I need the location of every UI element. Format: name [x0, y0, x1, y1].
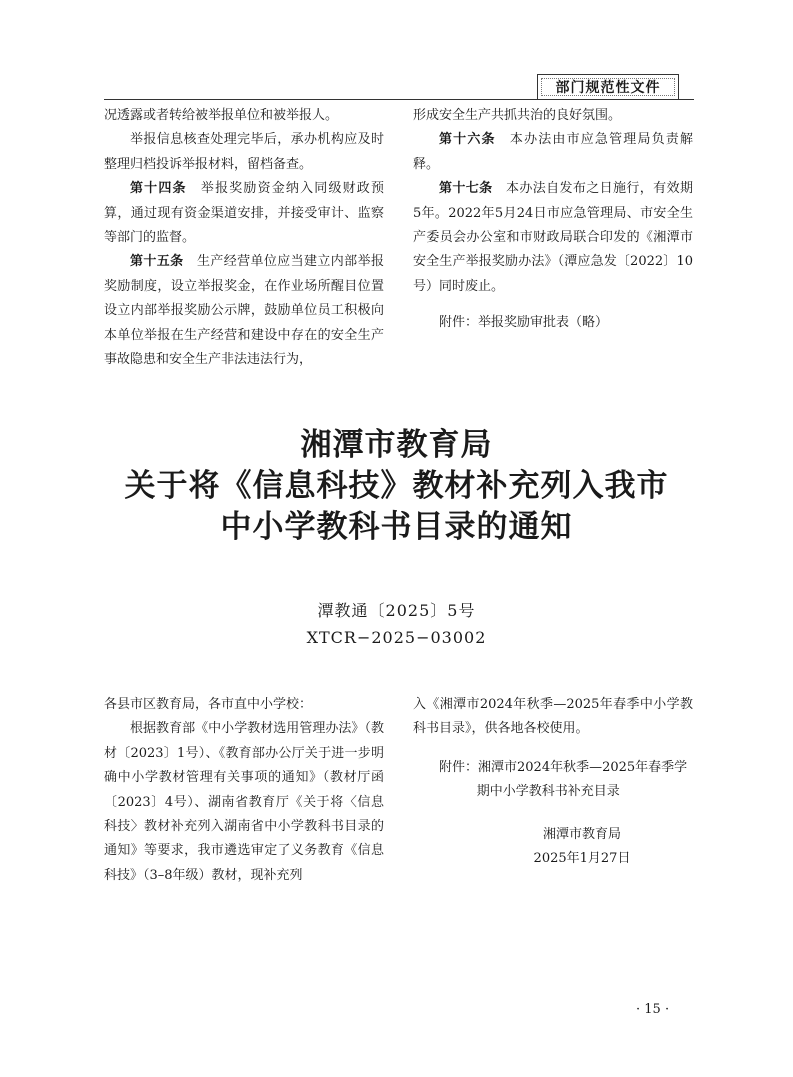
- document-number: 潭教通〔2025〕5号: [317, 601, 476, 620]
- header-rule: [104, 99, 694, 100]
- signature-block: [413, 823, 693, 872]
- notice-left-column: [104, 693, 384, 888]
- page-number: · 15 ·: [636, 1002, 670, 1017]
- article-text: 本办法由市应急管理局负责解释。: [413, 132, 693, 172]
- article-lead: 第十四条: [130, 181, 187, 197]
- article-15: [104, 250, 384, 372]
- attachment-line: 附件：湘潭市2024年秋季—2025年春季学: [439, 759, 688, 775]
- paragraph: 况透露或者转给被举报单位和被举报人。: [104, 108, 339, 123]
- issuer: 湘潭市教育局: [542, 826, 621, 842]
- notice-title: [0, 425, 793, 548]
- title-line: 湘潭市教育局: [300, 427, 493, 463]
- paragraph: 举报信息核查处理完毕后，承办机构应及时整理归档投诉举报材料，留档备查。: [104, 132, 384, 172]
- attachment: [413, 756, 693, 805]
- issue-date: 2025年1月27日: [533, 851, 631, 867]
- article-16: [413, 128, 693, 177]
- title-line: 中小学教科书目录的通知: [220, 509, 573, 545]
- article-17: [413, 177, 693, 299]
- paragraph: 形成安全生产共抓共治的良好氛围。: [413, 108, 622, 123]
- attachment-note: 附件：举报奖励审批表（略）: [439, 315, 609, 331]
- article-14: [104, 177, 384, 250]
- article-text: 举报奖励资金纳入同级财政预算，通过现有资金渠道安排，并接受审计、监察等部门的监督。: [104, 181, 384, 246]
- category-tag: [537, 74, 679, 100]
- attachment-line: 期中小学教科书补充目录: [476, 784, 620, 800]
- document-code: XTCR−2025−03002: [306, 628, 487, 647]
- category-label: 部门规范性文件: [555, 80, 661, 96]
- prev-doc-left-column: [104, 104, 384, 372]
- article-lead: 第十七条: [439, 181, 493, 197]
- article-lead: 第十五条: [130, 254, 184, 270]
- salutation: 各县市区教育局，各市直中小学校：: [104, 697, 313, 712]
- article-text: 生产经营单位应当建立内部举报奖励制度，设立举报奖金，在作业场所醒目位置设立内部举报奖励公示牌，鼓励单位员工积极向本单位举报在生产经营和建设中存在的安全生产事故隐患和安全生产非法违法行为，: [104, 254, 384, 368]
- article-lead: 第十六条: [439, 132, 496, 148]
- prev-doc-right-column: [413, 104, 693, 336]
- document-number-block: [0, 597, 793, 651]
- notice-body: 根据教育部《中小学教材选用管理办法》（教材〔2023〕1号）、《教育部办公厅关于进一步明确中小学教材管理有关事项的通知》（教材厅函〔2023〕4号）、湖南省教育厅《关于将〈信息科技〉教材补充列入湖南省中小学教科书目录的通知》等要求，我市遴选审定了义务教育《信息科技》（3–8年级）教材，现补充列: [104, 721, 384, 883]
- notice-right-column: [413, 693, 693, 871]
- notice-body-continued: 入《湘潭市2024年秋季—2025年春季中小学教科书目录》，供各地各校使用。: [413, 697, 693, 737]
- title-line: 关于将《信息科技》教材补充列入我市: [124, 468, 669, 504]
- article-text: 本办法自发布之日施行，有效期5年。2022年5月24日市应急管理局、市安全生产委员会办公室和市财政局联合印发的《湘潭市安全生产举报奖励办法》（潭应急发〔2022〕10号）同时废止。: [413, 181, 693, 294]
